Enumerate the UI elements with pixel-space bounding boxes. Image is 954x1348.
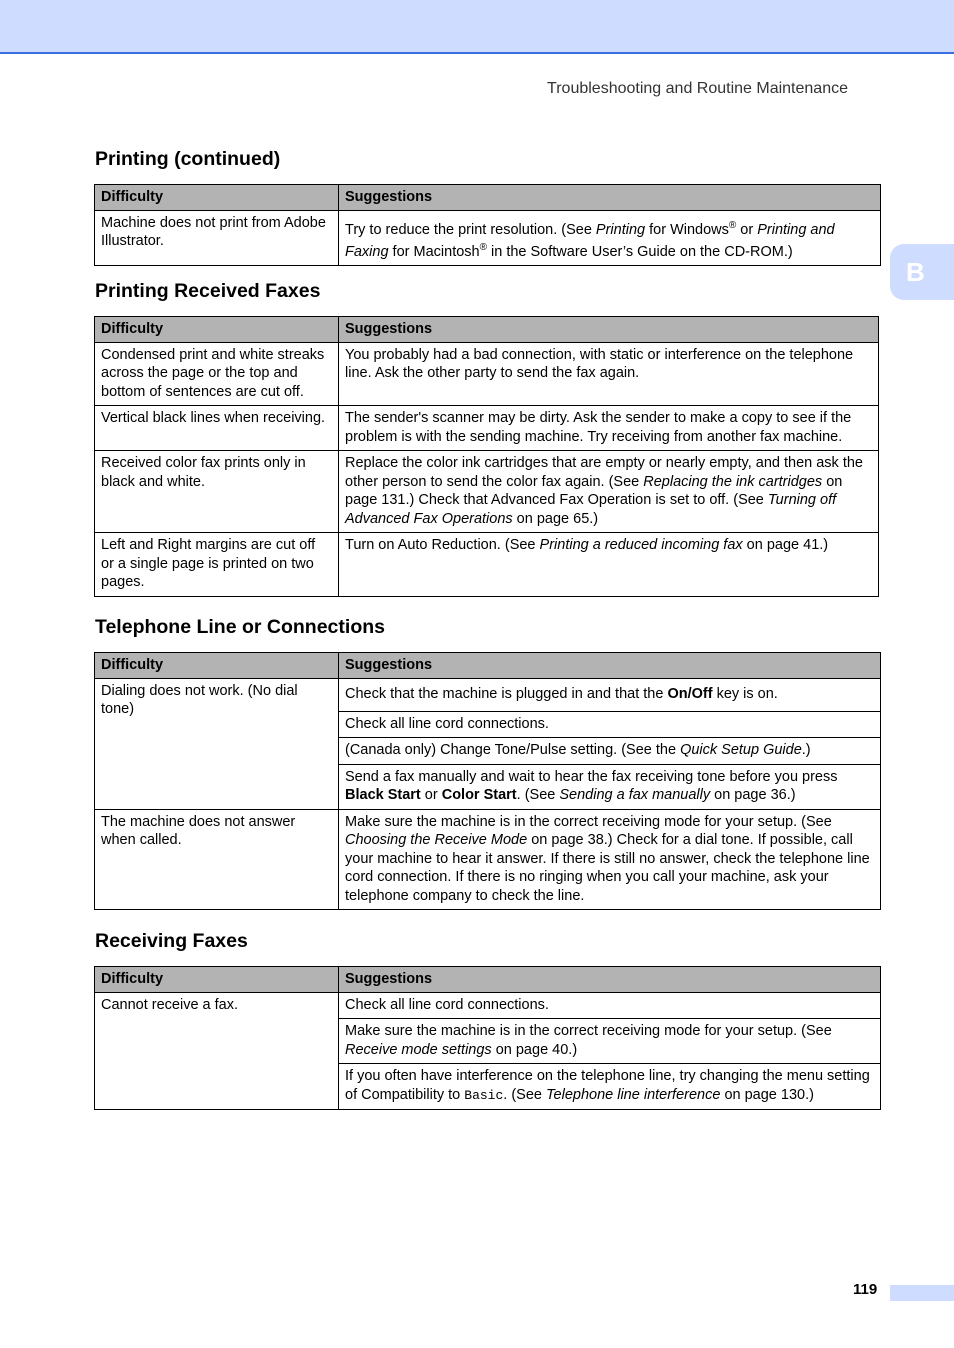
difficulty-cell: Dialing does not work. (No dial tone): [95, 678, 339, 809]
chapter-tab: B: [890, 244, 954, 300]
page-number: 119: [853, 1281, 878, 1298]
table-row: [95, 406, 879, 451]
page-number-bar: [890, 1285, 954, 1301]
difficulty-cell: Left and Right margins are cut off or a single page is printed on two pages.: [95, 533, 339, 597]
top-color-band: [0, 0, 954, 54]
suggestion-cell: (Canada only) Change Tone/Pulse setting. (See the Quick Setup Guide.): [339, 738, 881, 765]
running-header: Troubleshooting and Routine Maintenance: [547, 80, 848, 97]
suggestion-cell: Try to reduce the print resolution. (See Printing for Windows® or Printing and Faxing for Macintosh® in the Software User’s Guide on the CD-ROM.): [339, 210, 881, 266]
section-title-receiving-faxes: Receiving Faxes: [95, 930, 248, 952]
table-row: [95, 533, 879, 597]
table-row: [95, 342, 879, 406]
suggestion-cell: Make sure the machine is in the correct receiving mode for your setup. (See Choosing the Receive Mode on page 38.) Check for a dial tone. If possible, call your machine to hear it answer. If there is still no answer, check the telephone line cord connection. If there is no ringing when you call your machine, ask your telephone company to check the line.: [339, 809, 881, 910]
section-title-printing-continued: Printing (continued): [95, 148, 281, 170]
column-header-difficulty: Difficulty: [95, 317, 339, 343]
telephone-line-table: [94, 652, 881, 910]
difficulty-cell: Vertical black lines when receiving.: [95, 406, 339, 451]
table-header-row: [95, 653, 881, 679]
table-row: [95, 809, 881, 910]
printing-continued-table: [94, 184, 881, 266]
table-header-row: [95, 317, 879, 343]
column-header-suggestions: Suggestions: [339, 967, 881, 993]
printing-received-faxes-table: [94, 316, 879, 597]
column-header-suggestions: Suggestions: [339, 185, 881, 211]
difficulty-cell: Received color fax prints only in black and white.: [95, 451, 339, 533]
difficulty-cell: Condensed print and white streaks across the page or the top and bottom of sentences are cut off.: [95, 342, 339, 406]
table-row: [95, 210, 881, 266]
suggestion-cell: Check all line cord connections.: [339, 711, 881, 738]
section-title-telephone-line: Telephone Line or Connections: [95, 616, 385, 638]
difficulty-cell: Machine does not print from Adobe Illustrator.: [95, 210, 339, 266]
table-row: [95, 992, 881, 1019]
table-row: [95, 451, 879, 533]
suggestion-cell: If you often have interference on the telephone line, try changing the menu setting of Compatibility to Basic. (See Telephone line interference on page 130.): [339, 1064, 881, 1110]
column-header-difficulty: Difficulty: [95, 185, 339, 211]
difficulty-cell: Cannot receive a fax.: [95, 992, 339, 1110]
section-title-printing-received-faxes: Printing Received Faxes: [95, 280, 321, 302]
suggestion-cell: Replace the color ink cartridges that are empty or nearly empty, and then ask the other person to send the color fax again. (See Replacing the ink cartridges on page 131.) Check that Advanced Fax Operation is set to off. (See Turning off Advanced Fax Operations on page 65.): [339, 451, 879, 533]
suggestion-cell: You probably had a bad connection, with static or interference on the telephone line. Ask the other party to send the fax again.: [339, 342, 879, 406]
table-row: [95, 678, 881, 711]
column-header-suggestions: Suggestions: [339, 653, 881, 679]
table-header-row: [95, 967, 881, 993]
suggestion-cell: Turn on Auto Reduction. (See Printing a reduced incoming fax on page 41.): [339, 533, 879, 597]
receiving-faxes-table: [94, 966, 881, 1110]
table-header-row: [95, 185, 881, 211]
suggestion-cell: Send a fax manually and wait to hear the fax receiving tone before you press Black Start or Color Start. (See Sending a fax manually on page 36.): [339, 764, 881, 809]
suggestion-cell: Make sure the machine is in the correct receiving mode for your setup. (See Receive mode settings on page 40.): [339, 1019, 881, 1064]
suggestion-cell: The sender's scanner may be dirty. Ask the sender to make a copy to see if the problem is with the sending machine. Try receiving from another fax machine.: [339, 406, 879, 451]
difficulty-cell: The machine does not answer when called.: [95, 809, 339, 910]
suggestion-cell: Check that the machine is plugged in and that the On/Off key is on.: [339, 678, 881, 711]
suggestion-cell: Check all line cord connections.: [339, 992, 881, 1019]
column-header-difficulty: Difficulty: [95, 967, 339, 993]
column-header-suggestions: Suggestions: [339, 317, 879, 343]
column-header-difficulty: Difficulty: [95, 653, 339, 679]
